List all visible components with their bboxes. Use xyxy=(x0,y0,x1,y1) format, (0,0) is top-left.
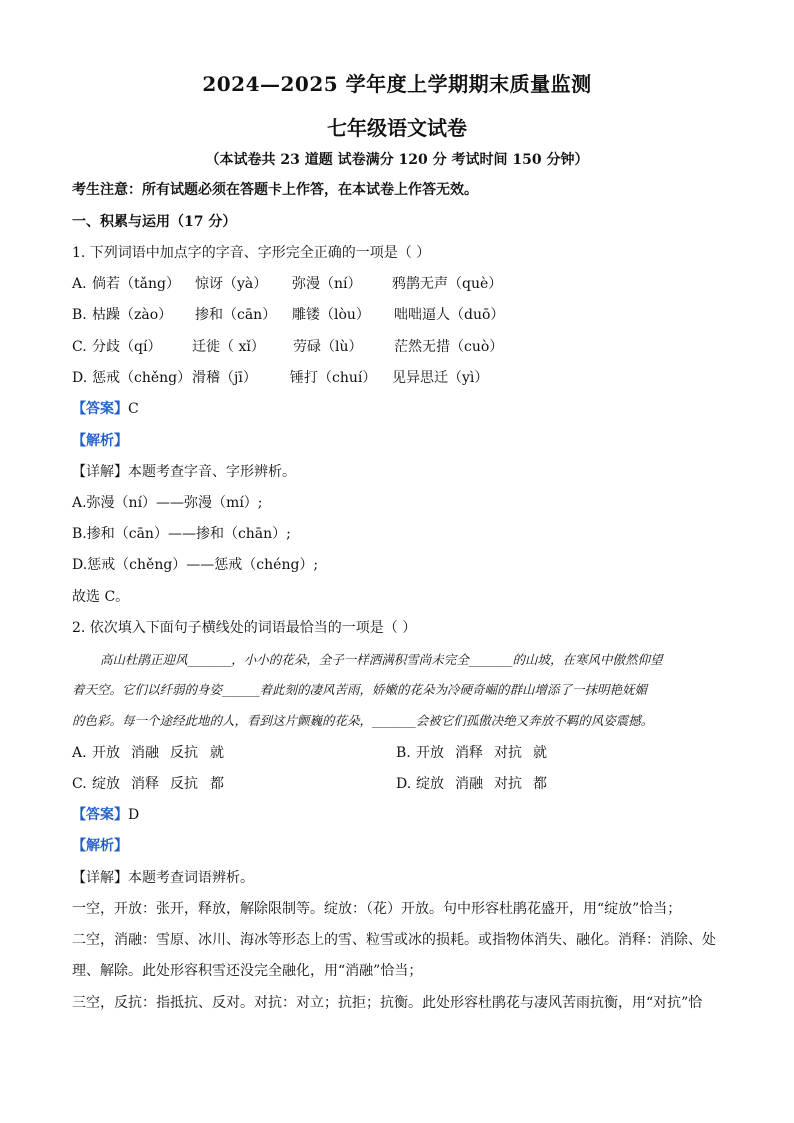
option-word: 对抗 xyxy=(494,745,522,761)
q2-explanation-line: 理、解除。此处形容积雪还没完全融化，用“消融”恰当； xyxy=(72,963,423,979)
option-word: 都 xyxy=(533,776,547,792)
detail-text: 本题考查词语辨析。 xyxy=(128,870,254,886)
q2-analysis-tag: 【解析】 xyxy=(72,838,128,854)
option-label: B. xyxy=(396,745,411,761)
detail-tag: 【详解】 xyxy=(72,870,128,886)
option-word: 劳碌（lù） xyxy=(293,339,363,355)
q2-passage-line xyxy=(72,650,724,670)
answer-value: D xyxy=(128,807,140,823)
q2-answer xyxy=(72,805,139,825)
option-word: 掺和（cān） xyxy=(195,307,277,323)
option-word: 绽放 xyxy=(92,776,120,792)
answer-value: C xyxy=(128,401,139,417)
exam-title: 2024—2025 学年度上学期期末质量监测 xyxy=(202,72,592,96)
option-label: A. xyxy=(72,276,87,292)
option-label: C. xyxy=(72,339,87,355)
q1-note: A.弥漫（ní）——弥漫（mí）; xyxy=(72,495,263,511)
option-word: 鸦鹊无声（què） xyxy=(392,276,503,292)
q2-explanation-line: 一空，开放：张开，释放，解除限制等。绽放：（花）开放。句中形容杜鹃花盛开，用“绽放”恰当； xyxy=(72,901,682,917)
passage-text: 高山杜鹃正迎风_______，小小的花朵，全子一样洒满积雪尚未完全_______的山坡，在寒风中傲然仰望 xyxy=(100,652,663,667)
q1-conclusion: 故选 C。 xyxy=(72,589,130,605)
option-label: C. xyxy=(72,776,87,792)
section-heading: 一、积累与运用（17 分） xyxy=(72,214,237,230)
q1-detail xyxy=(72,462,296,482)
q2-explanation-line: 二空，消融：雪原、冰川、海冰等形态上的雪、粒雪或冰的损耗。或指物体消失、融化。消释：消除、处 xyxy=(72,932,716,948)
option-word: 茫然无措（cuò） xyxy=(394,339,504,355)
option-word: 消释 xyxy=(131,776,159,792)
option-word: 开放 xyxy=(416,745,444,761)
option-label: B. xyxy=(72,307,87,323)
q1-answer xyxy=(72,399,139,419)
exam-info: （本试卷共 23 道题 试卷满分 120 分 考试时间 150 分钟） xyxy=(205,152,589,168)
option-word: 消释 xyxy=(455,745,483,761)
option-word: 滑稽（jī） xyxy=(192,370,257,386)
q1-note: D.惩戒（chěng）——惩戒（chéng）; xyxy=(72,557,319,573)
option-word: 枯躁（zào） xyxy=(92,307,173,323)
option-word: 就 xyxy=(210,745,224,761)
option-word: 就 xyxy=(533,745,547,761)
q2-passage-line: 着天空。它们以纤弱的身姿______着此刻的凄风苦雨，娇嫩的花朵为冷硬奇崛的群山增添了一抹明艳妩媚 xyxy=(72,682,648,697)
q1-stem: 1. 下列词语中加点字的字音、字形完全正确的一项是（ ） xyxy=(72,245,431,261)
q2-stem: 2. 依次填入下面句子横线处的词语最恰当的一项是（ ） xyxy=(72,620,417,636)
exam-notice: 考生注意：所有试题必须在答题卡上作答，在本试卷上作答无效。 xyxy=(72,182,478,198)
option-label: D. xyxy=(396,776,412,792)
option-word: 锤打（chuí） xyxy=(290,370,377,386)
q1-analysis-tag: 【解析】 xyxy=(72,433,128,449)
option-word: 消融 xyxy=(131,745,159,761)
option-word: 见异思迁（yì） xyxy=(392,370,489,386)
option-word: 雕镂（lòu） xyxy=(292,307,370,323)
option-word: 开放 xyxy=(92,745,120,761)
option-word: 迁徙（ xǐ） xyxy=(192,339,265,355)
option-word: 对抗 xyxy=(494,776,522,792)
option-word: 倘若（tǎng） xyxy=(92,276,180,292)
option-word: 消融 xyxy=(455,776,483,792)
q2-passage-line: 的色彩。每一个途经此地的人，看到这片颤巍的花朵，_______会被它们孤傲决绝又奔放不羁的风姿震撼。 xyxy=(72,713,654,728)
q2-explanation-line: 三空，反抗：指抵抗、反对。对抗：对立；抗拒；抗衡。此处形容杜鹃花与凄风苦雨抗衡，用“对抗”恰 xyxy=(72,995,703,1011)
exam-subtitle: 七年级语文试卷 xyxy=(327,116,467,140)
option-word: 惩戒（chěng） xyxy=(92,370,192,386)
option-word: 惊讶（yà） xyxy=(195,276,268,292)
option-word: 弥漫（ní） xyxy=(292,276,362,292)
option-word: 绽放 xyxy=(416,776,444,792)
detail-text: 本题考查字音、字形辨析。 xyxy=(128,464,296,480)
option-label: A. xyxy=(72,745,87,761)
option-label: D. xyxy=(72,370,88,386)
option-word: 咄咄逼人（duō） xyxy=(394,307,505,323)
option-word: 都 xyxy=(210,776,224,792)
detail-tag: 【详解】 xyxy=(72,464,128,480)
option-word: 分歧（qí） xyxy=(92,339,162,355)
answer-tag: 【答案】 xyxy=(72,807,128,823)
q2-detail xyxy=(72,868,254,888)
q1-note: B.掺和（cān）——掺和（chān）; xyxy=(72,526,291,542)
answer-tag: 【答案】 xyxy=(72,401,128,417)
option-word: 反抗 xyxy=(170,776,198,792)
option-word: 反抗 xyxy=(170,745,198,761)
